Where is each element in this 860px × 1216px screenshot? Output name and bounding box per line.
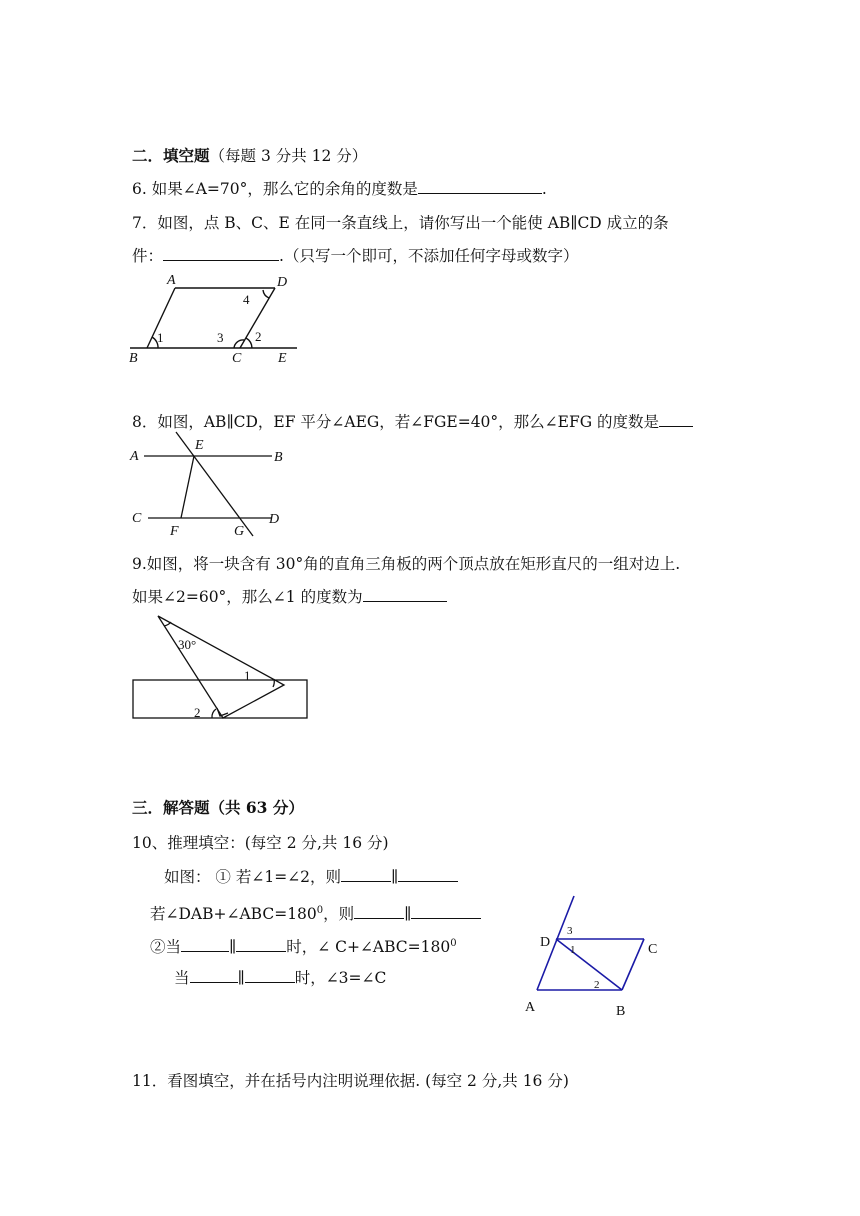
q8-figure xyxy=(128,430,298,542)
q10-row-3: ②当 ∥ 时，∠ $C+\angle ABC=180^0$ xyxy=(150,938,457,957)
question-6: 6. 如果∠A=70°，那么它的余角的度数是 . xyxy=(132,180,547,198)
question-7-line-1: 7．如图，点 B、C、E 在同一条直线上，请你写出一个能使 AB∥CD 成立的条 xyxy=(132,214,669,232)
vertex-C: C xyxy=(232,351,242,366)
question-9-line-2: 如果∠2=60°，那么∠1 的度数为 xyxy=(132,587,447,607)
angle-2-label: 2 xyxy=(194,705,201,720)
answer-blank[interactable] xyxy=(659,412,693,427)
answer-blank[interactable] xyxy=(181,937,229,952)
point-C: C xyxy=(132,511,142,526)
answer-blank[interactable] xyxy=(190,968,238,983)
q10-row-2: 若$\angle DAB+\angle ABC=180^0$，则 ∥ xyxy=(150,901,481,924)
question-11: 11．看图填空，并在括号内注明说理依据. (每空 2 分,共 16 分) xyxy=(132,1072,569,1090)
question-8: 8．如图，AB∥CD，EF 平分∠AEG，若∠FGE=40°，那么∠EFG 的度数是 xyxy=(132,412,693,432)
answer-blank[interactable] xyxy=(363,587,447,602)
q10-row-1: 如图： ① 若∠1=∠2，则 ∥ xyxy=(164,867,458,887)
point-B: B xyxy=(616,1004,626,1019)
angle-2-label: 2 xyxy=(594,979,600,991)
question-7-line-2: 件： .（只写一个即可，不添加任何字母或数字） xyxy=(132,247,579,265)
q10-row-4: 当 ∥ 时，∠3=∠C xyxy=(174,969,387,987)
vertex-E: E xyxy=(278,351,287,366)
answer-blank[interactable] xyxy=(163,246,279,261)
q7-figure xyxy=(125,270,305,370)
angle-3-label: 3 xyxy=(217,330,224,345)
question-9-line-1: 9.如图，将一块含有 30°角的直角三角板的两个顶点放在矩形直尺的一组对边上. xyxy=(132,555,681,573)
angle-3-label: 3 xyxy=(567,925,573,937)
vertex-B: B xyxy=(129,351,138,366)
answer-blank[interactable] xyxy=(354,904,404,919)
section-3-heading: 三．解答题（共 63 分） xyxy=(132,798,304,817)
angle-1-label: 1 xyxy=(244,668,251,683)
answer-blank[interactable] xyxy=(236,937,286,952)
answer-blank[interactable] xyxy=(418,179,542,194)
answer-blank[interactable] xyxy=(411,904,481,919)
point-E: E xyxy=(195,438,204,453)
vertex-A: A xyxy=(167,273,176,288)
point-A: A xyxy=(525,1000,536,1015)
point-D: D xyxy=(540,935,551,950)
vertex-D: D xyxy=(277,275,288,290)
point-D: D xyxy=(269,512,280,527)
angle-1-label: 1 xyxy=(157,330,164,345)
point-C: C xyxy=(648,942,658,957)
answer-blank[interactable] xyxy=(398,867,458,882)
angle-30-label: 30° xyxy=(178,637,197,652)
point-B: B xyxy=(274,450,283,465)
answer-blank[interactable] xyxy=(245,968,295,983)
q10-figure xyxy=(520,890,670,1020)
point-F: F xyxy=(170,524,179,539)
angle-2-label: 2 xyxy=(255,329,262,344)
q9-figure xyxy=(128,612,313,724)
angle-1-label: 1 xyxy=(570,944,576,956)
section-2-heading: 二．填空题（每题 3 分共 12 分） xyxy=(132,146,368,165)
point-A: A xyxy=(130,449,139,464)
point-G: G xyxy=(234,524,245,539)
question-10-title: 10、推理填空：(每空 2 分,共 16 分) xyxy=(132,834,389,852)
angle-4-label: 4 xyxy=(243,292,250,307)
answer-blank[interactable] xyxy=(341,867,391,882)
